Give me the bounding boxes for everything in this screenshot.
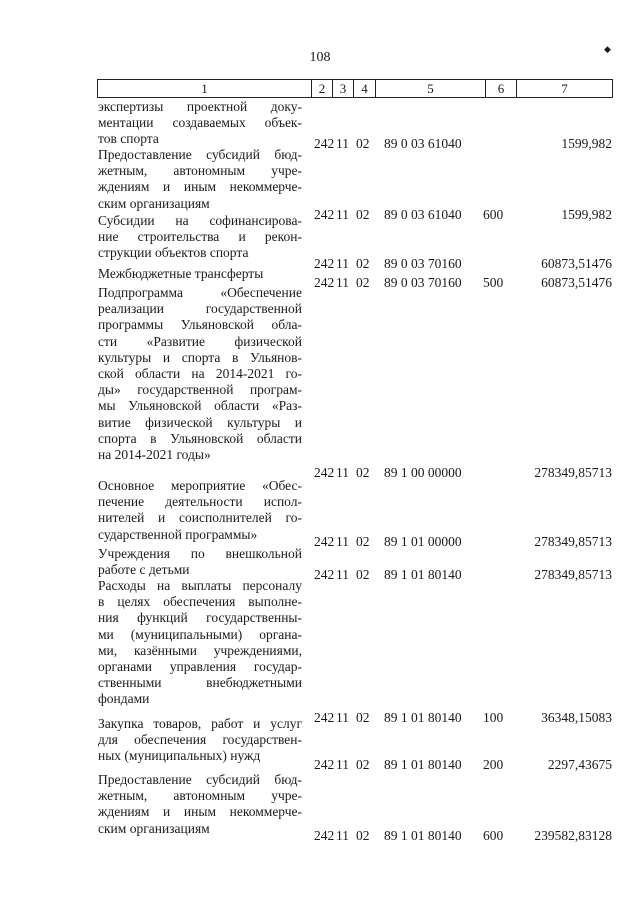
- description-line: ми (муниципальными) органа-: [98, 626, 302, 642]
- code-subsection: 02: [356, 275, 370, 290]
- row-description: [98, 266, 302, 282]
- description-line: жетным, автономным учре-: [98, 163, 302, 179]
- description-line: в целях обеспечения выполне-: [98, 594, 302, 610]
- code-target: 89 1 01 80140: [384, 710, 462, 725]
- code-expense-type: 100: [483, 710, 504, 725]
- description-line: жетным, автономным учре-: [98, 788, 302, 804]
- description-line: спорта в Ульяновской области: [98, 430, 302, 446]
- description-line: нителей и соисполнителей го-: [98, 510, 302, 526]
- description-line: культуры и спорта в Ульянов-: [98, 349, 302, 365]
- description-line: Предоставление субсидий бюд-: [98, 147, 302, 162]
- row-description: [98, 147, 302, 212]
- code-admin: 242: [314, 710, 335, 725]
- description-line: на 2014-2021 годы»: [98, 447, 211, 463]
- code-section: 11: [336, 207, 349, 222]
- code-section: 11: [336, 465, 349, 480]
- code-admin: 242: [314, 757, 335, 772]
- code-section: 11: [336, 136, 349, 151]
- description-line: струкции объектов спорта: [98, 245, 249, 261]
- description-line: фондами: [98, 691, 150, 707]
- code-subsection: 02: [356, 465, 370, 480]
- row-description: [98, 478, 302, 543]
- row-description: [98, 546, 302, 578]
- row-amount: 2297,43675: [547, 757, 612, 772]
- code-admin: 242: [314, 567, 335, 582]
- code-admin: 242: [314, 136, 335, 151]
- code-section: 11: [336, 710, 349, 725]
- description-line: ждениям и иным некоммерче-: [98, 804, 302, 820]
- code-subsection: 02: [356, 567, 370, 582]
- code-admin: 242: [314, 207, 335, 222]
- code-target: 89 1 01 00000: [384, 534, 462, 549]
- description-line: Основное мероприятие «Обес-: [98, 478, 302, 493]
- code-admin: 242: [314, 256, 335, 271]
- description-line: органами управления государ-: [98, 659, 302, 675]
- code-target: 89 1 01 80140: [384, 828, 462, 843]
- code-subsection: 02: [356, 136, 370, 151]
- code-section: 11: [336, 275, 349, 290]
- code-section: 11: [336, 567, 349, 582]
- header-col-3: 3: [333, 80, 354, 97]
- description-line: тов спорта: [98, 131, 159, 147]
- description-line: ментации создаваемых объек-: [98, 115, 302, 131]
- row-amount: 278349,85713: [534, 465, 612, 480]
- code-target: 89 1 00 00000: [384, 465, 462, 480]
- description-line: работе с детьми: [98, 562, 190, 578]
- code-target: 89 0 03 61040: [384, 136, 462, 151]
- code-target: 89 0 03 70160: [384, 256, 462, 271]
- header-col-6: 6: [486, 80, 517, 97]
- header-col-5: 5: [376, 80, 486, 97]
- code-admin: 242: [314, 275, 335, 290]
- code-target: 89 0 03 61040: [384, 207, 462, 222]
- row-amount: 60873,51476: [541, 256, 612, 271]
- code-expense-type: 600: [483, 207, 504, 222]
- description-line: печение деятельности испол-: [98, 494, 302, 510]
- row-description: [98, 99, 302, 148]
- description-line: сти «Развитие физической: [98, 333, 302, 349]
- description-line: Подпрограмма «Обеспечение: [98, 285, 302, 300]
- description-line: мы Ульяновской области «Раз-: [98, 398, 302, 414]
- description-line: Расходы на выплаты персоналу: [98, 578, 302, 593]
- description-line: ния функций государственны-: [98, 610, 302, 626]
- description-line: ским организациям: [98, 820, 210, 836]
- code-subsection: 02: [356, 207, 370, 222]
- code-admin: 242: [314, 534, 335, 549]
- description-line: Закупка товаров, работ и услуг: [98, 716, 302, 731]
- row-amount: 278349,85713: [534, 534, 612, 549]
- corner-mark: ◆: [604, 44, 611, 54]
- row-description: [98, 716, 302, 765]
- row-description: [98, 213, 302, 262]
- description-line: программы Ульяновской обла-: [98, 317, 302, 333]
- description-line: Учреждения по внешкольной: [98, 546, 302, 561]
- page-number: 108: [309, 50, 331, 65]
- description-line: ской области на 2014-2021 го-: [98, 366, 302, 382]
- code-section: 11: [336, 534, 349, 549]
- row-amount: 278349,85713: [534, 567, 612, 582]
- header-col-1: 1: [98, 80, 312, 97]
- row-description: [98, 772, 302, 837]
- code-admin: 242: [314, 465, 335, 480]
- code-section: 11: [336, 757, 349, 772]
- header-col-4: 4: [354, 80, 376, 97]
- code-target: 89 1 01 80140: [384, 567, 462, 582]
- row-amount: 239582,83128: [534, 828, 612, 843]
- description-line: ние строительства и рекон-: [98, 229, 302, 245]
- description-line: Субсидии на софинансирова-: [98, 213, 302, 228]
- code-target: 89 0 03 70160: [384, 275, 462, 290]
- description-line: Межбюджетные трансферты: [98, 266, 264, 281]
- description-line: ственными внебюджетными: [98, 675, 302, 691]
- row-description: [98, 578, 302, 708]
- code-admin: 242: [314, 828, 335, 843]
- description-line: сударственной программы»: [98, 526, 258, 542]
- code-subsection: 02: [356, 534, 370, 549]
- code-section: 11: [336, 256, 349, 271]
- header-col-7: 7: [561, 81, 568, 96]
- description-line: ды» государственной програм-: [98, 382, 302, 398]
- description-line: ждениям и иным некоммерче-: [98, 179, 302, 195]
- code-subsection: 02: [356, 256, 370, 271]
- description-line: реализации государственной: [98, 301, 302, 317]
- code-target: 89 1 01 80140: [384, 757, 462, 772]
- row-amount: 60873,51476: [541, 275, 612, 290]
- row-amount: 1599,982: [561, 207, 612, 222]
- description-line: витие физической культуры и: [98, 414, 302, 430]
- table-header: [97, 79, 613, 98]
- code-subsection: 02: [356, 828, 370, 843]
- code-subsection: 02: [356, 757, 370, 772]
- description-line: ми, казёнными учреждениями,: [98, 642, 302, 658]
- row-amount: 36348,15083: [541, 710, 612, 725]
- description-line: ных (муниципальных) нужд: [98, 748, 261, 764]
- description-line: ским организациям: [98, 195, 210, 211]
- description-line: экспертизы проектной доку-: [98, 99, 302, 114]
- header-col-2: 2: [312, 80, 333, 97]
- code-section: 11: [336, 828, 349, 843]
- code-subsection: 02: [356, 710, 370, 725]
- description-line: Предоставление субсидий бюд-: [98, 772, 302, 787]
- code-expense-type: 600: [483, 828, 504, 843]
- description-line: для обеспечения государствен-: [98, 732, 302, 748]
- row-description: [98, 285, 302, 463]
- row-amount: 1599,982: [561, 136, 612, 151]
- code-expense-type: 500: [483, 275, 504, 290]
- code-expense-type: 200: [483, 757, 504, 772]
